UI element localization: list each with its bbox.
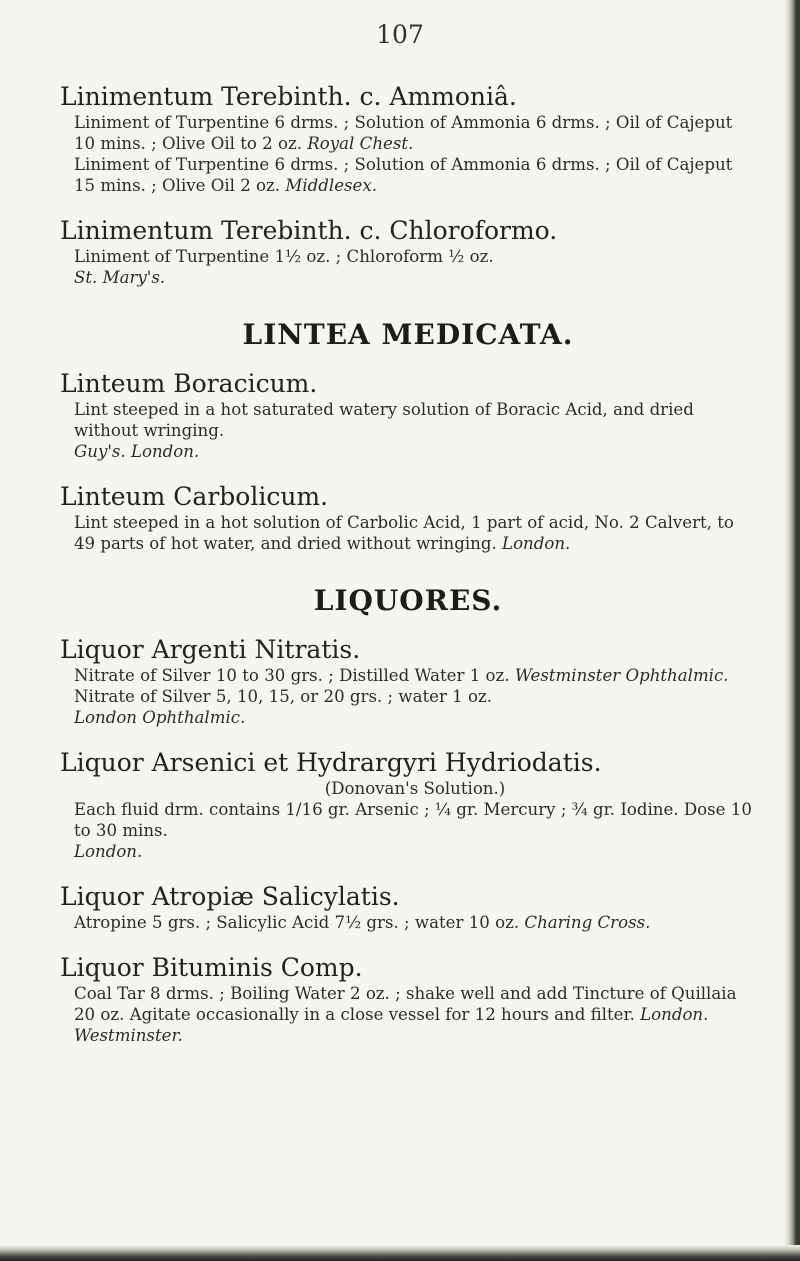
recipe-line: [74, 246, 756, 288]
source-hospital: London.: [74, 842, 143, 861]
entry-liquor-arsenici-hydrargyri: [60, 748, 756, 862]
entry-linteum-boracicum: [60, 369, 756, 462]
recipe-line: [74, 665, 756, 686]
recipe-text: Lint steeped in a hot saturated watery solution of Boracic Acid, and dried without wringing.: [74, 400, 694, 440]
entry-liniment-terebinth-ammonia: [60, 82, 756, 196]
source-hospital: London Ophthalmic.: [74, 708, 246, 727]
source-hospital: Guy's. London.: [74, 442, 200, 461]
entry-linteum-carbolicum: [60, 482, 756, 554]
entry-body: [74, 665, 756, 728]
entry-title: Linteum Carbolicum.: [60, 482, 329, 511]
source-hospital: London.: [502, 534, 571, 553]
recipe-text: Nitrate of Silver 10 to 30 grs. ; Distilled Water 1 oz.: [74, 666, 510, 685]
entry-body: [74, 983, 756, 1046]
entry-subnote: (Donovan's Solution.): [324, 779, 506, 798]
recipe-line: [74, 399, 756, 462]
entry-title: Liquor Atropiæ Salicylatis.: [60, 882, 400, 911]
entry-body: [74, 912, 756, 933]
source-hospital: Westminster Ophthalmic.: [514, 666, 729, 685]
recipe-text: Liniment of Turpentine 6 drms. ; Solution of Ammonia 6 drms. ; Oil of Cajeput 15 mins. ; Olive Oil 2 oz.: [74, 155, 733, 195]
source-hospital: St. Mary's.: [74, 268, 166, 287]
recipe-text: Atropine 5 grs. ; Salicylic Acid 7½ grs. ; water 10 oz.: [74, 913, 520, 932]
recipe-line: [74, 512, 756, 554]
source-hospital: Charing Cross.: [524, 913, 651, 932]
page-edge-shadow-bottom: [0, 1245, 800, 1261]
entry-liquor-atropiae-salicylatis: [60, 882, 756, 933]
source-hospital: London. Westminster.: [74, 1005, 709, 1045]
entry-liniment-terebinth-chloroform: [60, 216, 756, 288]
recipe-line: [74, 983, 756, 1046]
entry-liquor-bituminis-comp: [60, 953, 756, 1046]
recipe-text: Liniment of Turpentine 1½ oz. ; Chloroform ½ oz.: [74, 247, 494, 266]
entry-liquor-argenti-nitratis: [60, 635, 756, 728]
recipe-line: [74, 112, 756, 154]
entry-body: [74, 112, 756, 196]
recipe-line: [74, 912, 756, 933]
entry-body: [74, 399, 756, 462]
recipe-text: Lint steeped in a hot solution of Carbolic Acid, 1 part of acid, No. 2 Calvert, to 49 parts of hot water, and dried without wringing.: [74, 513, 734, 553]
source-hospital: Royal Chest.: [307, 134, 414, 153]
entry-body: [74, 512, 756, 554]
entry-title: Liquor Arsenici et Hydrargyri Hydriodatis.: [60, 748, 602, 777]
page-number: 107: [376, 20, 424, 49]
section-heading-lintea: LINTEA MEDICATA.: [242, 318, 574, 351]
entry-title: Linimentum Terebinth. c. Ammoniâ.: [60, 82, 517, 111]
page-content: [60, 82, 756, 1066]
recipe-text: Nitrate of Silver 5, 10, 15, or 20 grs. ; water 1 oz.: [74, 687, 493, 706]
recipe-line: [74, 799, 756, 862]
recipe-text: Coal Tar 8 drms. ; Boiling Water 2 oz. ; shake well and add Tincture of Quillaia 20 oz. Agitate occasionally in a close vessel for 12 hours and filter.: [74, 984, 737, 1024]
recipe-line: [74, 686, 756, 728]
page-edge-shadow-right: [784, 0, 800, 1261]
entry-body: [74, 246, 756, 288]
source-hospital: Middlesex.: [285, 176, 377, 195]
recipe-line: [74, 154, 756, 196]
recipe-text: Each fluid drm. contains 1/16 gr. Arsenic ; ¼ gr. Mercury ; ¾ gr. Iodine. Dose 10 to 30 mins.: [74, 800, 752, 840]
entry-title: Liquor Bituminis Comp.: [60, 953, 363, 982]
entry-title: Linimentum Terebinth. c. Chloroformo.: [60, 216, 558, 245]
entry-body: [74, 778, 756, 862]
entry-title: Linteum Boracicum.: [60, 369, 318, 398]
section-heading-liquores: LIQUORES.: [313, 584, 503, 617]
entry-title: Liquor Argenti Nitratis.: [60, 635, 361, 664]
recipe-text: Liniment of Turpentine 6 drms. ; Solution of Ammonia 6 drms. ; Oil of Cajeput 10 mins. ; Olive Oil to 2 oz.: [74, 113, 733, 153]
